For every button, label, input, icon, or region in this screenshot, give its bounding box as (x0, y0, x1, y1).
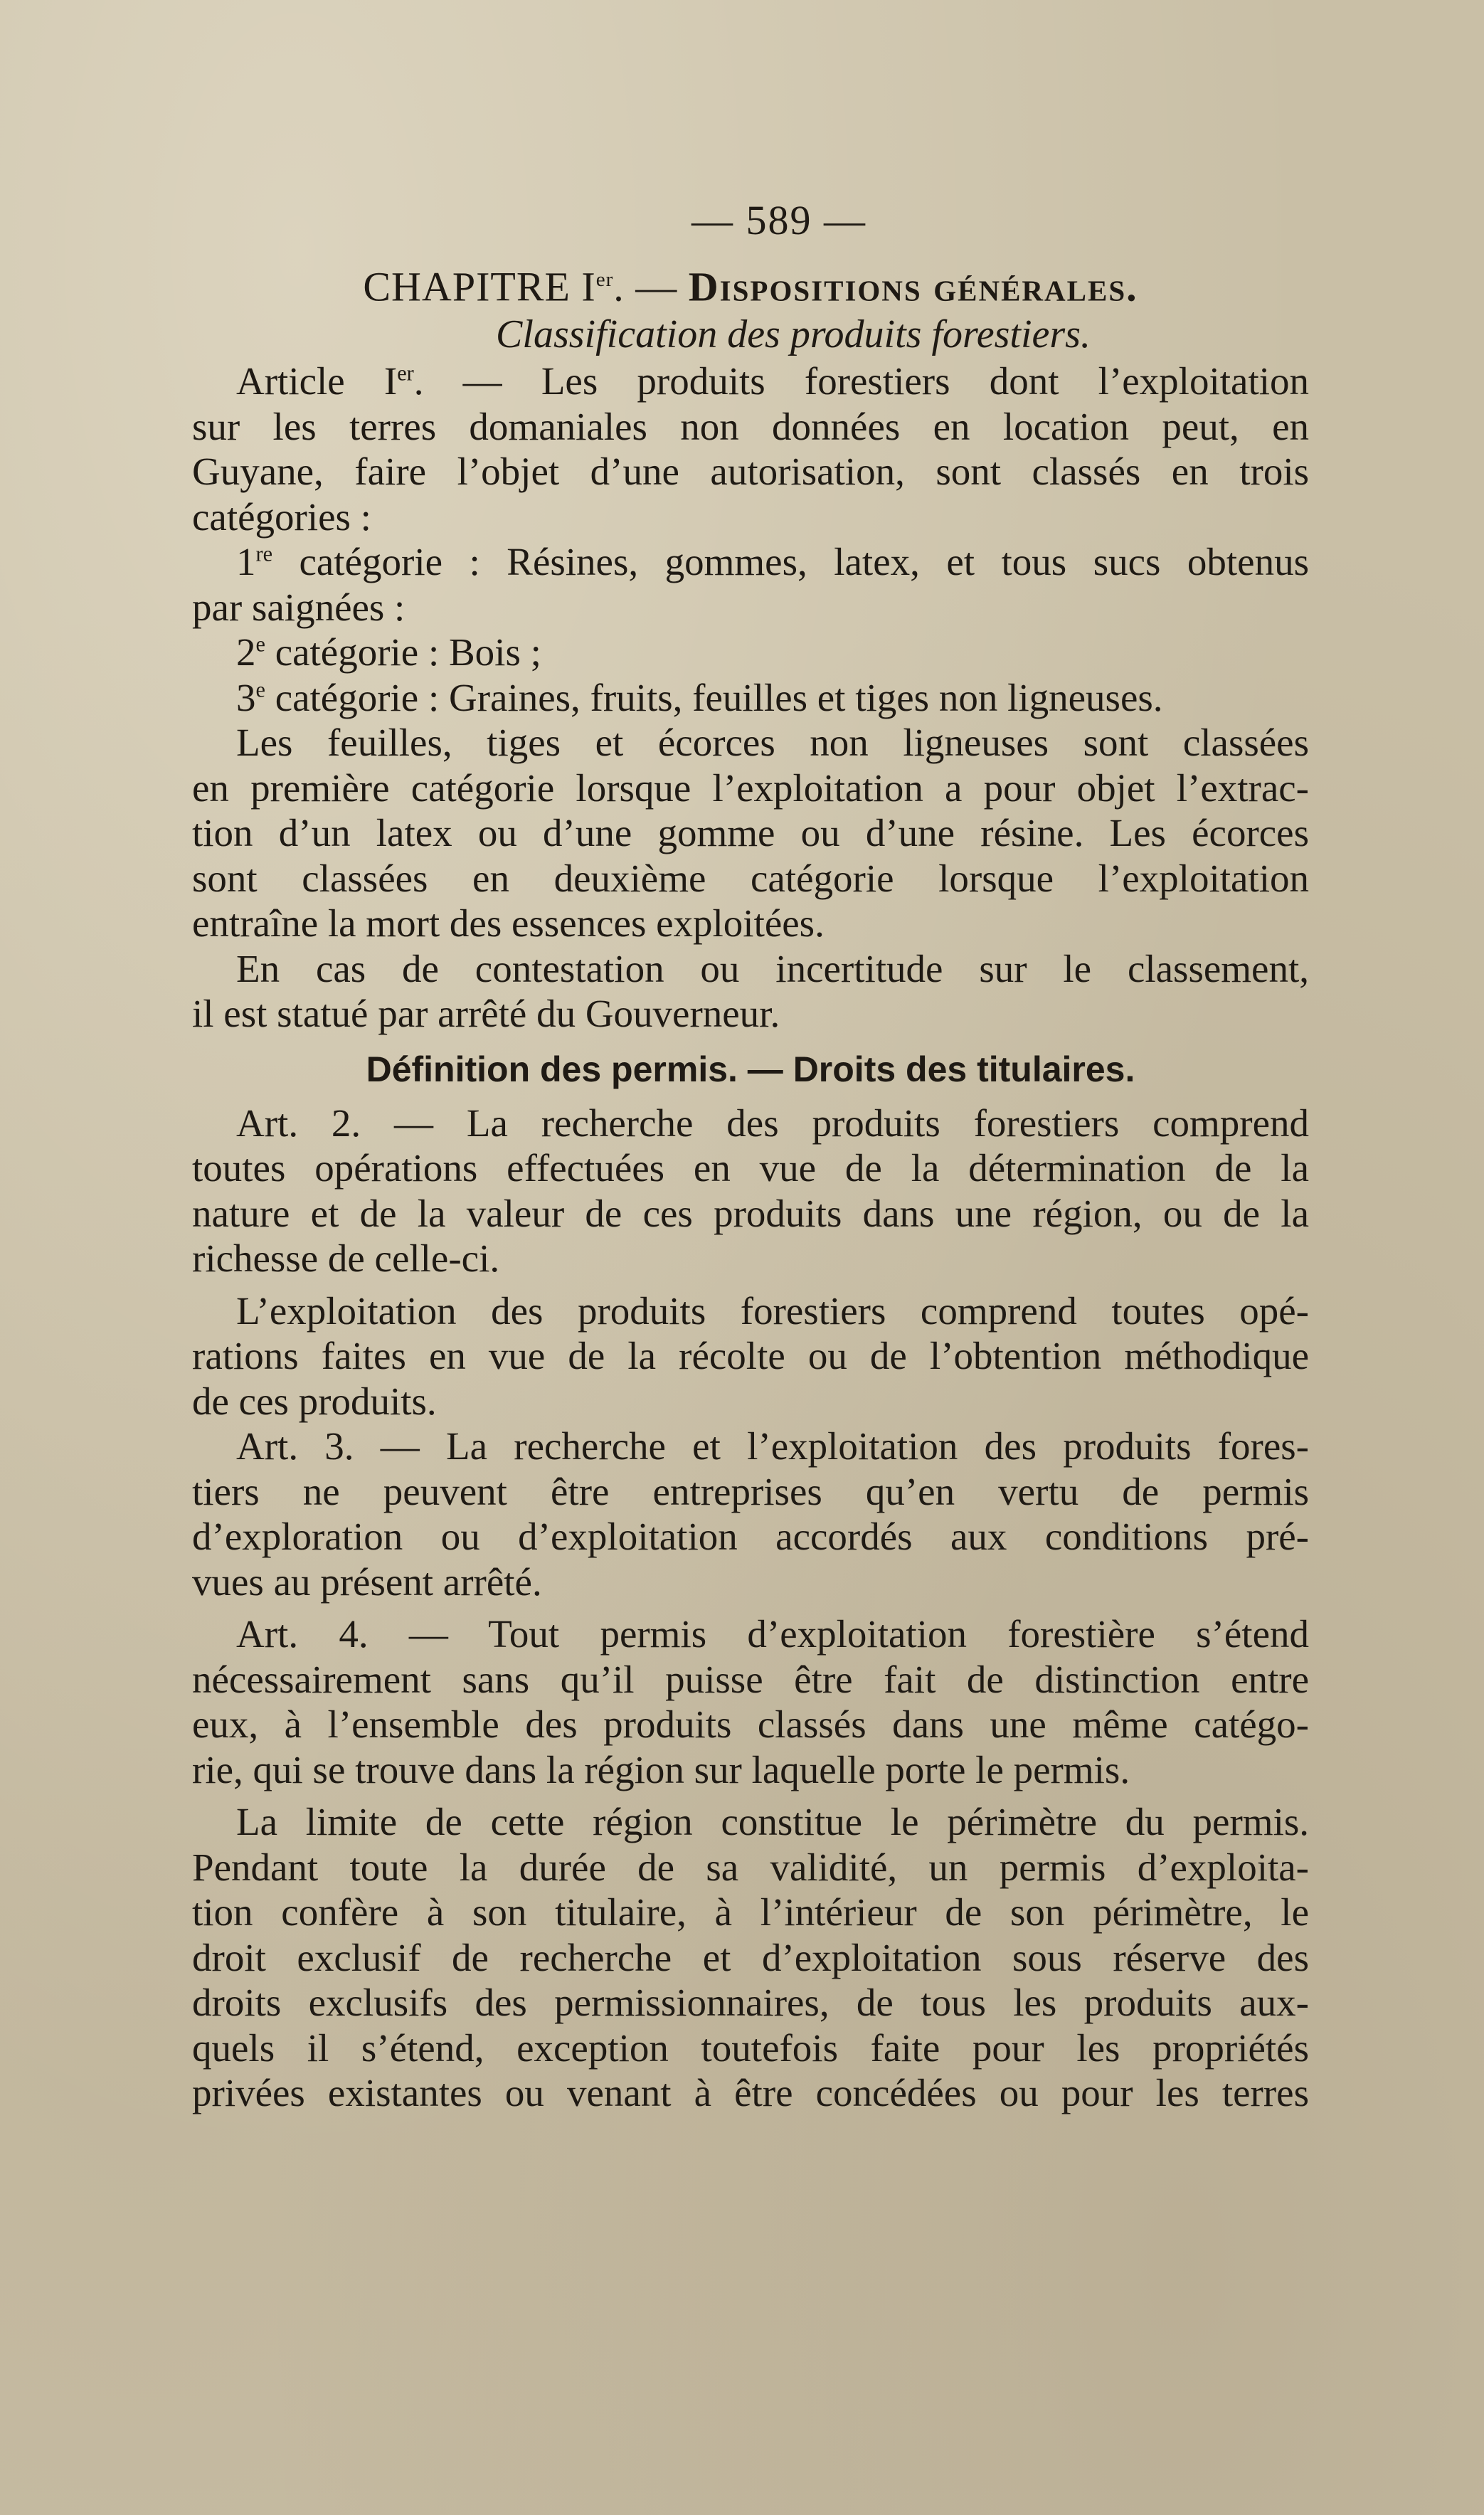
article-4 (192, 1611, 1309, 1792)
text-line: toutes opérations effectuées en vue de la détermination de la (192, 1146, 1309, 1190)
text-line: tion d’un latex ou d’une gomme ou d’une résine. Les écorces (192, 811, 1309, 854)
text-line: eux, à l’ensemble des produits classés dans une même catégo- (192, 1703, 1309, 1746)
chapter-prefix: CHAPITRE I (363, 263, 596, 310)
document-page (192, 192, 1309, 2116)
text-line: Art. 4. — Tout permis d’exploitation forestière s’étend (236, 1612, 1309, 1656)
page-number: — 589 — (691, 197, 866, 243)
text-line: sont classées en deuxième catégorie lorsque l’exploitation (192, 856, 1309, 900)
text-line: tion confère à son titulaire, à l’intérieur de son périmètre, le (192, 1890, 1309, 1934)
text-line: entraîne la mort des essences exploitées. (192, 901, 825, 945)
text-line: privées existantes ou venant à être concédées ou pour les terres (192, 2071, 1309, 2114)
text-line: sur les terres domaniales non données en location peut, en (192, 404, 1309, 448)
text-line: vues au présent arrêté. (192, 1560, 542, 1604)
text-line: d’exploration ou d’exploitation accordés aux conditions pré- (192, 1515, 1309, 1558)
text-line: il est statué par arrêté du Gouverneur. (192, 992, 780, 1035)
text-line: par saignées : (192, 585, 406, 629)
chapter-sup: er (595, 268, 614, 291)
text-line: Art. 2. — La recherche des produits forestiers comprend (236, 1101, 1309, 1145)
text-line: quels il s’étend, exception toutefois faite pour les propriétés (192, 2026, 1309, 2070)
text-line: catégories : (192, 494, 371, 539)
text-line: en première catégorie lorsque l’exploitation a pour objet l’extrac- (192, 766, 1309, 810)
text-line: Art. 3. — La recherche et l’exploitation des produits fores- (236, 1424, 1309, 1468)
text-line: tiers ne peuvent être entreprises qu’en vertu de permis (192, 1469, 1309, 1513)
section-title-classification: Classification des produits forestiers. (496, 312, 1091, 356)
article-2-paragraph-2 (192, 1288, 1309, 1424)
chapter-dash: . — (613, 263, 689, 310)
text-line: de ces produits. (192, 1379, 437, 1423)
article-3 (192, 1424, 1309, 1604)
text-line: droits exclusifs des permissionnaires, de tous les produits aux- (192, 1981, 1309, 2024)
article-2 (192, 1101, 1309, 1281)
text-line: richesse de celle-ci. (192, 1237, 500, 1280)
text-line: droit exclusif de recherche et d’exploitation sous réserve des (192, 1935, 1309, 1979)
section-title-permis: Définition des permis. — Droits des titulaires. (366, 1049, 1135, 1089)
text-line: 2e catégorie : Bois ; (236, 630, 541, 674)
text-line: 3e catégorie : Graines, fruits, feuilles et tiges non ligneuses. (236, 675, 1163, 719)
text-line: L’exploitation des produits forestiers comprend toutes opé- (236, 1288, 1309, 1333)
chapter-title (192, 249, 1309, 310)
text-line: Pendant toute la durée de sa validité, un permis d’exploita- (192, 1845, 1309, 1889)
text-line: nécessairement sans qu’il puisse être fait de distinction entre (192, 1657, 1309, 1701)
text-line: La limite de cette région constitue le périmètre du permis. (236, 1800, 1309, 1843)
text-line: 1re catégorie : Résines, gommes, latex, et tous sucs obtenus (236, 540, 1309, 583)
text-line: nature et de la valeur de ces produits dans une région, ou de la (192, 1191, 1309, 1235)
text-line: rie, qui se trouve dans la région sur laquelle porte le permis. (192, 1747, 1130, 1791)
chapter-heading: Dispositions générales. (688, 263, 1138, 310)
article-1 (192, 359, 1309, 1037)
text-line: En cas de contestation ou incertitude sur le classement, (236, 946, 1309, 990)
text-line: Guyane, faire l’objet d’une autorisation, sont classés en trois (192, 450, 1309, 493)
text-line: Les feuilles, tiges et écorces non ligneuses sont classées (236, 721, 1309, 764)
text-line: rations faites en vue de la récolte ou de l’obtention méthodique (192, 1334, 1309, 1377)
article-4-paragraph-2 (192, 1799, 1309, 2116)
text-line: Article Ier. — Les produits forestiers dont l’exploitation (236, 359, 1309, 403)
